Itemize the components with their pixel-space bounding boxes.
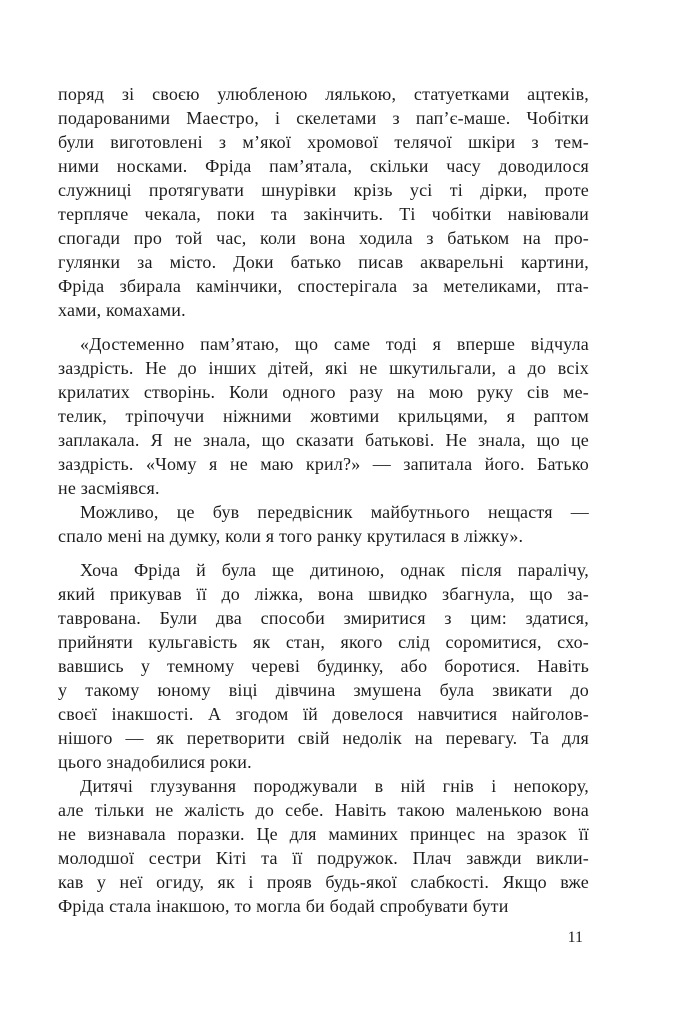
text-line: заплакала. Я не знала, що сказати батькові. Не знала, що це [58, 430, 589, 450]
text-line: своєї інакшості. А згодом їй довелося навчитися найголов- [58, 704, 589, 724]
text-line: заздрість. «Чому я не маю крил?» — запитала його. Батько [58, 454, 589, 474]
text-line: терпляче чекала, поки та закінчить. Ті чобітки навіювали [58, 204, 589, 224]
text-line: таврована. Були два способи змиритися з цим: здатися, [58, 608, 589, 628]
page-number: 11 [567, 929, 583, 946]
text-line: Дитячі глузування породжували в ній гнів і непокору, [80, 776, 589, 796]
text-line: поряд зі своєю улюбленою лялькою, статуетками ацтеків, [58, 84, 589, 104]
text-line: подарованими Маестро, і скелетами з пап’є-маше. Чобітки [58, 108, 589, 128]
text-line: молодшої сестри Кіті та її подружок. Плач завжди викли- [58, 848, 589, 868]
paragraph-body-2 [58, 558, 589, 774]
text-line: заздрість. Не до інших дітей, які не шкутильгали, а до всіх [58, 358, 589, 378]
text-line: не засміявся. [58, 478, 160, 498]
text-line: гулянки за місто. Доки батько писав акварельні картини, [58, 252, 589, 272]
paragraph-quote-2 [58, 500, 589, 548]
paragraph-quote-1 [58, 332, 589, 500]
text-line: крилатих створінь. Коли одного разу на мою руку сів ме- [58, 382, 589, 402]
text-line: який прикував її до ліжка, вона швидко збагнула, що за- [58, 584, 589, 604]
text-line: були виготовлені з м’якої хромової телячої шкіри з тем- [58, 132, 589, 152]
text-line: спало мені на думку, коли я того ранку крутилася в ліжку». [58, 526, 524, 546]
text-line: телик, тріпочучи ніжними жовтими крильцями, я раптом [58, 406, 589, 426]
text-line: цього знадобилися роки. [58, 752, 252, 772]
text-line: але тільки не жалість до себе. Навіть такою маленькою вона [58, 800, 589, 820]
text-line: не визнавала поразки. Це для маминих принцес на зразок її [58, 824, 589, 844]
text-line: вавшись у темному череві будинку, або боротися. Навіть [58, 656, 589, 676]
text-line: Фріда стала інакшою, то могла би бодай спробувати бути [58, 896, 509, 916]
text-line: Хоча Фріда й була ще дитиною, однак після паралічу, [80, 560, 589, 580]
text-line: спогади про той час, коли вона ходила з батьком на про- [58, 228, 589, 248]
text-line: хами, комахами. [58, 300, 186, 320]
paragraph-continuation [58, 82, 589, 322]
text-line: «Достеменно пам’ятаю, що саме тоді я вперше відчула [80, 334, 589, 354]
paragraph-body-3 [58, 774, 589, 918]
text-line: у такому юному віці дівчина змушена була звикати до [58, 680, 589, 700]
text-block [58, 82, 589, 918]
text-line: ними носками. Фріда пам’ятала, скільки часу доводилося [58, 156, 589, 176]
text-line: служниці протягувати шнурівки крізь усі ті дірки, проте [58, 180, 589, 200]
text-line: прийняти кульгавість як стан, якого слід соромитися, схо- [58, 632, 589, 652]
text-line: кав у неї огиду, як і прояв будь-якої слабкості. Якщо вже [58, 872, 589, 892]
text-line: Можливо, це був передвісник майбутнього нещастя — [80, 502, 589, 522]
text-line: нішого — як перетворити свій недолік на перевагу. Та для [58, 728, 589, 748]
text-line: Фріда збирала камінчики, спостерігала за метеликами, пта- [58, 276, 589, 296]
